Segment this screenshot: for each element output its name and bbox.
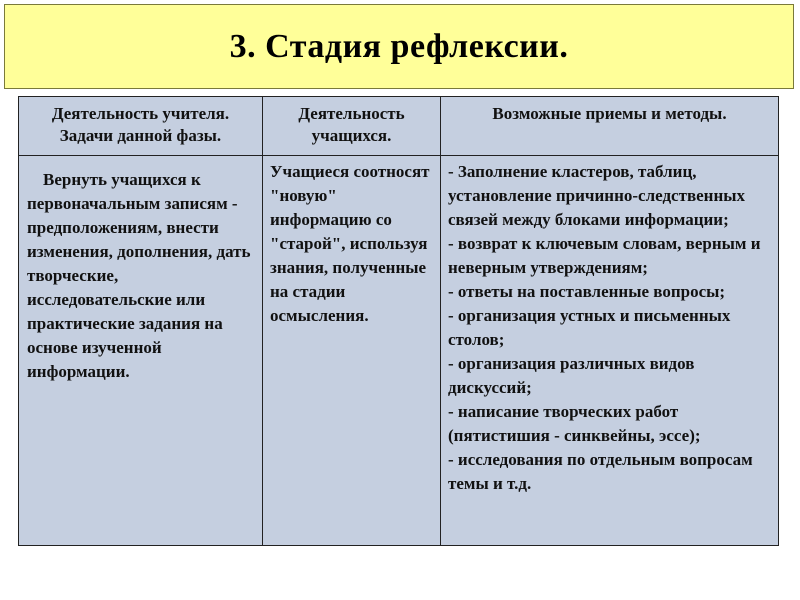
- student-activity-text: Учащиеся соотносят "новую" информацию со "старой", используя знания, полученные на стадии осмысления.: [270, 162, 430, 325]
- method-item: - ответы на поставленные вопросы;: [448, 282, 726, 301]
- reflection-table: [18, 96, 779, 546]
- method-item: - организация устных и письменных столов;: [448, 306, 731, 349]
- header-student-activity: Деятельность учащихся.: [263, 97, 441, 156]
- header-teacher-activity: Деятельность учителя. Задачи данной фазы.: [19, 97, 263, 156]
- method-item: - Заполнение кластеров, таблиц, установление причинно-следственных связей между блоками информации;: [448, 162, 746, 229]
- student-activity-cell: [263, 156, 441, 546]
- method-item: - исследования по отдельным вопросам темы и т.д.: [448, 450, 753, 493]
- table-header-row: [19, 97, 779, 156]
- teacher-activity-text: Вернуть учащихся к первоначальным записям - предположениям, внести изменения, дополнения, дать творческие, исследовательские или практические задания на основе изученной информации.: [27, 170, 251, 381]
- slide-title: 3. Стадия рефлексии.: [229, 27, 569, 65]
- header-methods: Возможные приемы и методы.: [441, 97, 779, 156]
- methods-cell: [441, 156, 779, 546]
- method-item: - возврат к ключевым словам, верным и неверным утверждениям;: [448, 234, 761, 277]
- teacher-activity-cell: [19, 156, 263, 546]
- method-item: - организация различных видов дискуссий;: [448, 354, 695, 397]
- method-item: - написание творческих работ (пятистишия - синквейны, эссе);: [448, 402, 701, 445]
- table-body-row: [19, 156, 779, 546]
- slide-title-box: [4, 4, 794, 89]
